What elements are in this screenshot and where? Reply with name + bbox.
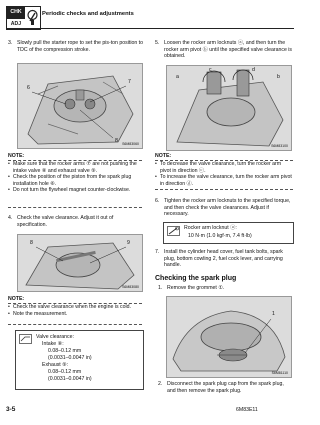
note-heading: NOTE: <box>8 296 25 302</box>
callout-1: 1 <box>272 311 275 317</box>
figure-feeler-gauge <box>17 234 143 292</box>
step-7 <box>155 249 293 269</box>
spec-intake-label: Intake ⑧: <box>42 341 64 347</box>
step-4-number: 4. <box>8 215 13 221</box>
spec-title: Rocker arm locknut ⓐ: <box>184 225 237 231</box>
figure-engine-top <box>17 63 143 149</box>
figure-grommet <box>166 296 292 378</box>
tab-chk-label: CHK <box>7 7 25 18</box>
note-heading: NOTE: <box>155 153 172 159</box>
spec-gauge-icon <box>19 334 32 344</box>
note-item: • Check the valve clearance when the engine is cold. <box>8 304 142 311</box>
callout-7: 7 <box>128 79 131 85</box>
tab-adj-label: ADJ <box>7 18 25 29</box>
page-header-title: Periodic checks and adjustments <box>42 11 134 17</box>
step-5-text: Loosen the rocker arm locknuts ⓐ, and then turn the rocker arm pivot ⓑ until the specified valve clearance is obtained. <box>164 40 293 60</box>
spec-intake-in: (0.0031–0.0047 in) <box>48 355 92 361</box>
torque-wrench-icon <box>167 226 180 236</box>
figure-code: S6M83100 <box>271 144 288 148</box>
figure-code: S6M81110 <box>271 371 288 375</box>
spec-intake-mm: 0.08–0.12 mm <box>48 348 82 354</box>
step-4-text: Check the valve clearance. Adjust it out of specification. <box>17 215 114 228</box>
feeler-gauge-illustration <box>18 235 142 291</box>
wrench-gauge-icon <box>26 9 39 26</box>
step-6 <box>155 198 293 218</box>
spec-exhaust-mm: 0.08–0.12 mm <box>48 369 82 375</box>
step-3-text: Slowly pull the starter rope to set the pis-ton position to TDC of the compression stroke. <box>17 40 144 53</box>
figure-locknut-pivot <box>166 65 292 151</box>
callout-8: 8 <box>30 240 33 246</box>
spec-exhaust-in: (0.0031–0.0047 in) <box>48 376 92 382</box>
callout-6: 6 <box>27 85 30 91</box>
engine-top-illustration <box>18 64 142 148</box>
callout-d: d <box>252 67 255 73</box>
spec-box-locknut-torque <box>163 222 294 244</box>
spark-step-1 <box>158 285 293 292</box>
section-title: Checking the spark plug <box>155 275 237 282</box>
locknut-pivot-illustration <box>167 66 291 150</box>
figure-code: S6M83080 <box>122 285 139 289</box>
step-5-number: 5. <box>155 40 160 46</box>
note-item: • Check the position of the piston from the spark plug installation hole ⑥. <box>8 174 142 187</box>
step-3 <box>8 40 143 53</box>
step-6-text: Tighten the rocker arm locknuts to the specified torque, and then check the valve clearances. Adjust if necessary. <box>164 198 291 218</box>
note-list <box>8 161 142 194</box>
spark-step-1-text: Remove the grommet ①. <box>167 285 225 291</box>
header-divider <box>6 28 294 29</box>
spec-exhaust-label: Exhaust ⑨: <box>42 362 69 368</box>
page-number: 3-5 <box>6 406 16 413</box>
callout-9: 9 <box>127 240 130 246</box>
spark-step-1-number: 1. <box>158 285 163 291</box>
step-5 <box>155 40 293 60</box>
spark-step-2 <box>158 381 293 394</box>
grommet-illustration <box>167 297 291 377</box>
figure-code: S6M83060 <box>122 142 139 146</box>
note-item: • To decrease the valve clearance, turn the rocker arm pivot in direction ⓒ. <box>155 161 293 174</box>
spec-title: Valve clearance: <box>36 334 74 340</box>
step-7-text: Install the cylinder head cover, fuel tank bolts, spark plug, bottom cowling 2, fuel cock lever, and carrying handle. <box>164 249 283 269</box>
note-divider-end <box>8 324 142 325</box>
spec-box-valve-clearance <box>15 330 144 390</box>
note-list <box>8 304 142 317</box>
callout-8: 8 <box>115 138 118 144</box>
spark-step-2-number: 2. <box>158 381 163 387</box>
note-divider-end <box>155 189 293 190</box>
document-code: 6M83E11 <box>236 407 258 413</box>
step-7-number: 7. <box>155 249 160 255</box>
note-divider-end <box>8 207 142 208</box>
note-heading: NOTE: <box>8 153 25 159</box>
spec-torque-value: 10 N·m (1.0 kgf·m, 7.4 ft·lb) <box>188 233 252 239</box>
callout-a: a <box>176 74 179 80</box>
step-3-number: 3. <box>8 40 13 46</box>
callout-c: c <box>209 67 212 73</box>
callout-b: b <box>277 74 280 80</box>
note-item: • Make sure that the rocker arms ⑦ are not pushing the intake valve ⑧ and exhaust valve ⑨. <box>8 161 142 174</box>
note-item: • To increase the valve clearance, turn the rocker arm pivot in direction ⓓ. <box>155 174 293 187</box>
spark-step-2-text: Disconnect the spark plug cap from the spark plug, and then remove the spark plug. <box>167 381 284 394</box>
section-tab <box>6 6 41 30</box>
note-item: • Note the measurement. <box>8 311 142 318</box>
step-6-number: 6. <box>155 198 160 204</box>
step-4 <box>8 215 143 228</box>
note-list <box>155 161 293 187</box>
note-item: • Do not turn the flywheel magnet counter-clockwise. <box>8 187 142 194</box>
